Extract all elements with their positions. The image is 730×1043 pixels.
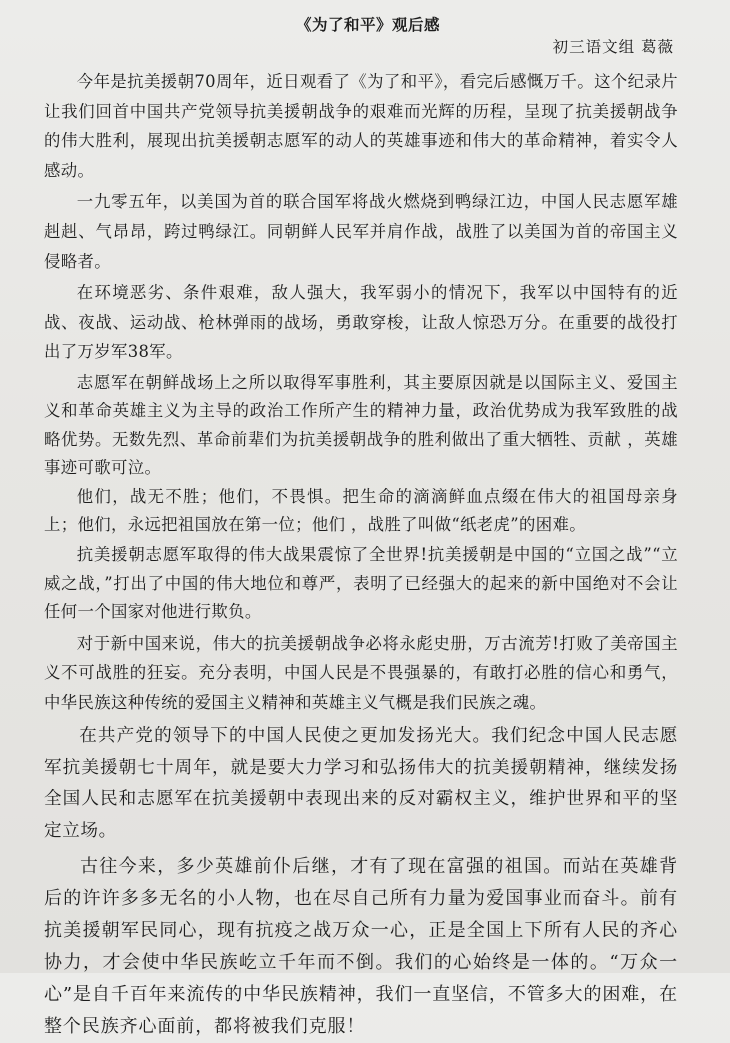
paragraph-6: 抗美援朝志愿军取得的伟大战果震惊了全世界!抗美援朝是中国的“立国之战”“立威之战，”打出了中国的伟大地位和尊严，表明了已经强大的起来的新中国绝对不会让任何一个国家对他进行欺负。	[44, 545, 678, 622]
paragraph-4: 志愿军在朝鲜战场上之所以取得军事胜利，其主要原因就是以国际主义、爱国主义和革命英雄主义为主导的政治工作所产生的精神力量，政治优势成为我军致胜的战略优势。无数先烈、革命前辈们为抗美援朝战争的胜利做出了重大牺牲、贡献 ，英雄事迹可歌可泣。	[44, 372, 678, 478]
paragraph-3: 在环境恶劣、条件艰难，敌人强大，我军弱小的情况下，我军以中国特有的近战、夜战、运动战、枪林弹雨的战场，勇敢穿梭，让敌人惊恐万分。在重要的战役打出了万岁军38军。	[44, 283, 678, 362]
paragraph-7: 对于新中国来说，伟大的抗美援朝战争必将永彪史册，万古流芳!打败了美帝国主义不可战胜的狂妄。充分表明，中国人民是不畏强暴的，有敢打必胜的信心和勇气，中华民族这种传统的爱国主义精神和英雄主义气概是我们民族之魂。	[44, 633, 678, 712]
paragraph-8: 在共产党的领导下的中国人民使之更加发扬光大。我们纪念中国人民志愿军抗美援朝七十周年，就是要大力学习和弘扬伟大的抗美援朝精神，继续发扬全国人民和志愿军在抗美援朝中表现出来的反对霸权主义，维护世界和平的坚定立场。	[44, 726, 678, 841]
document-author: 初三语文组 葛薇	[552, 38, 674, 56]
paragraph-2: 一九零五年，以美国为首的联合国军将战火燃烧到鸭绿江边，中国人民志愿军雄赳赳、气昂昂，跨过鸭绿江。同朝鲜人民军并肩作战，战胜了以美国为首的帝国主义侵略者。	[44, 192, 678, 271]
document-title: 《为了和平》观后感	[295, 15, 440, 34]
paragraph-1: 今年是抗美援朝70周年，近日观看了《为了和平》，看完后感慨万千。这个纪录片让我们回首中国共产党领导抗美援朝战争的艰难而光辉的历程，呈现了抗美援朝战争的伟大胜利，展现出抗美援朝志愿军的动人的英雄事迹和伟大的革命精神，着实令人感动。	[44, 72, 678, 180]
paragraph-9: 古往今来，多少英雄前仆后继，才有了现在富强的祖国。而站在英雄背后的许许多多无名的小人物，也在尽自己所有力量为爱国事业而奋斗。前有抗美援朝军民同心，现有抗疫之战万众一心，正是全国上下所有人民的齐心协力，才会使中华民族屹立千年而不倒。我们的心始终是一体的。“万众一心”是自千百年来流传的中华民族精神，我们一直坚信，不管多大的困难，在整个民族齐心面前，都将被我们克服！	[44, 856, 678, 1038]
paragraph-5: 他们，战无不胜；他们，不畏惧。把生命的滴滴鲜血点缀在伟大的祖国母亲身上；他们，永远把祖国放在第一位；他们 ，战胜了叫做“纸老虎”的困难。	[44, 486, 678, 534]
